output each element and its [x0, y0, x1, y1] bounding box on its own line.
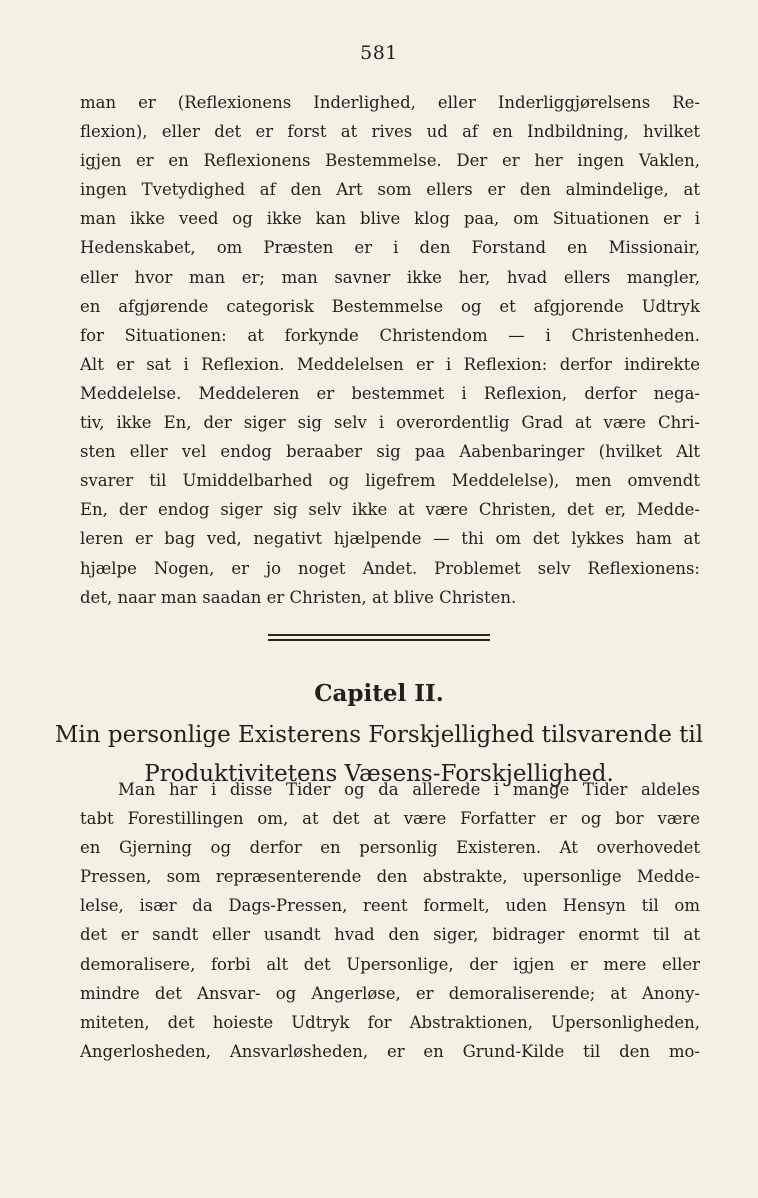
text-line: man ikke veed og ikke kan blive klog paa, om Situationen er i [80, 209, 700, 229]
chapter-title-line: Min personlige Existerens Forskjellighed tilsvarende til [54, 722, 704, 748]
text-line: tiv, ikke En, der siger sig selv i overordentlig Grad at være Chri- [80, 413, 700, 433]
text-line: Angerlosheden, Ansvarløsheden, er en Grund-Kilde til den mo- [80, 1041, 700, 1061]
text-line: miteten, det hoieste Udtryk for Abstraktionen, Upersonligheden, [80, 1012, 700, 1032]
text-line: En, der endog siger sig selv ikke at være Christen, det er, Medde- [80, 500, 700, 520]
text-line: det er sandt eller usandt hvad den siger, bidrager enormt til at [80, 925, 700, 945]
text-line: ingen Tvetydighed af den Art som ellers er den almindelige, at [80, 180, 700, 200]
text-line: flexion), eller det er forst at rives ud af en Indbildning, hvilket [80, 122, 700, 142]
text-line: lelse, især da Dags-Pressen, reent formelt, uden Hensyn til om [80, 896, 700, 916]
text-line: en Gjerning og derfor en personlig Existeren. At overhovedet [80, 838, 700, 858]
text-line: Pressen, som repræsenterende den abstrakte, upersonlige Medde- [80, 867, 700, 887]
text-line: demoralisere, forbi alt det Upersonlige, der igjen er mere eller [80, 954, 700, 974]
text-line: mindre det Ansvar- og Angerløse, er demoraliserende; at Anony- [80, 983, 700, 1003]
text-line: en afgjørende categorisk Bestemmelse og et afgjorende Udtryk [80, 296, 700, 316]
text-line: hjælpe Nogen, er jo noget Andet. Problemet selv Reflexionens: [80, 558, 700, 578]
text-line: for Situationen: at forkynde Christendom — i Christenheden. [80, 325, 700, 345]
text-line: sten eller vel endog beraaber sig paa Aabenbaringer (hvilket Alt [80, 442, 700, 462]
chapter-title-line: Produktivitetens Væsens-Forskjellighed. [144, 761, 614, 787]
text-line: det, naar man saadan er Christen, at blive Christen. [80, 587, 517, 607]
text-line: Man har i disse Tider og da allerede i mange Tider aldeles [118, 780, 700, 799]
paragraph [80, 775, 700, 1066]
text-line: igjen er en Reflexionens Bestemmelse. Der er her ingen Vaklen, [80, 151, 700, 171]
section-divider-rule [268, 634, 490, 641]
text-line: man er (Reflexionens Inderlighed, eller Inderliggjørelsens Re- [80, 93, 700, 112]
text-line: svarer til Umiddelbarhed og ligefrem Meddelelse), men omvendt [80, 471, 700, 491]
text-line: Meddelelse. Meddeleren er bestemmet i Reflexion, derfor nega- [80, 383, 700, 403]
page-number: 581 [360, 42, 398, 64]
paragraph-continued [80, 88, 700, 612]
chapter-label: Capitel II. [314, 680, 444, 707]
text-line: Alt er sat i Reflexion. Meddelelsen er i Reflexion: derfor indirekte [80, 354, 700, 374]
text-line: Hedenskabet, om Præsten er i den Forstand en Missionair, [80, 238, 700, 258]
text-line: eller hvor man er; man savner ikke her, hvad ellers mangler, [80, 267, 700, 287]
text-line: leren er bag ved, negativt hjælpende — thi om det lykkes ham at [80, 529, 700, 549]
text-line: tabt Forestillingen om, at det at være Forfatter er og bor være [80, 809, 700, 829]
